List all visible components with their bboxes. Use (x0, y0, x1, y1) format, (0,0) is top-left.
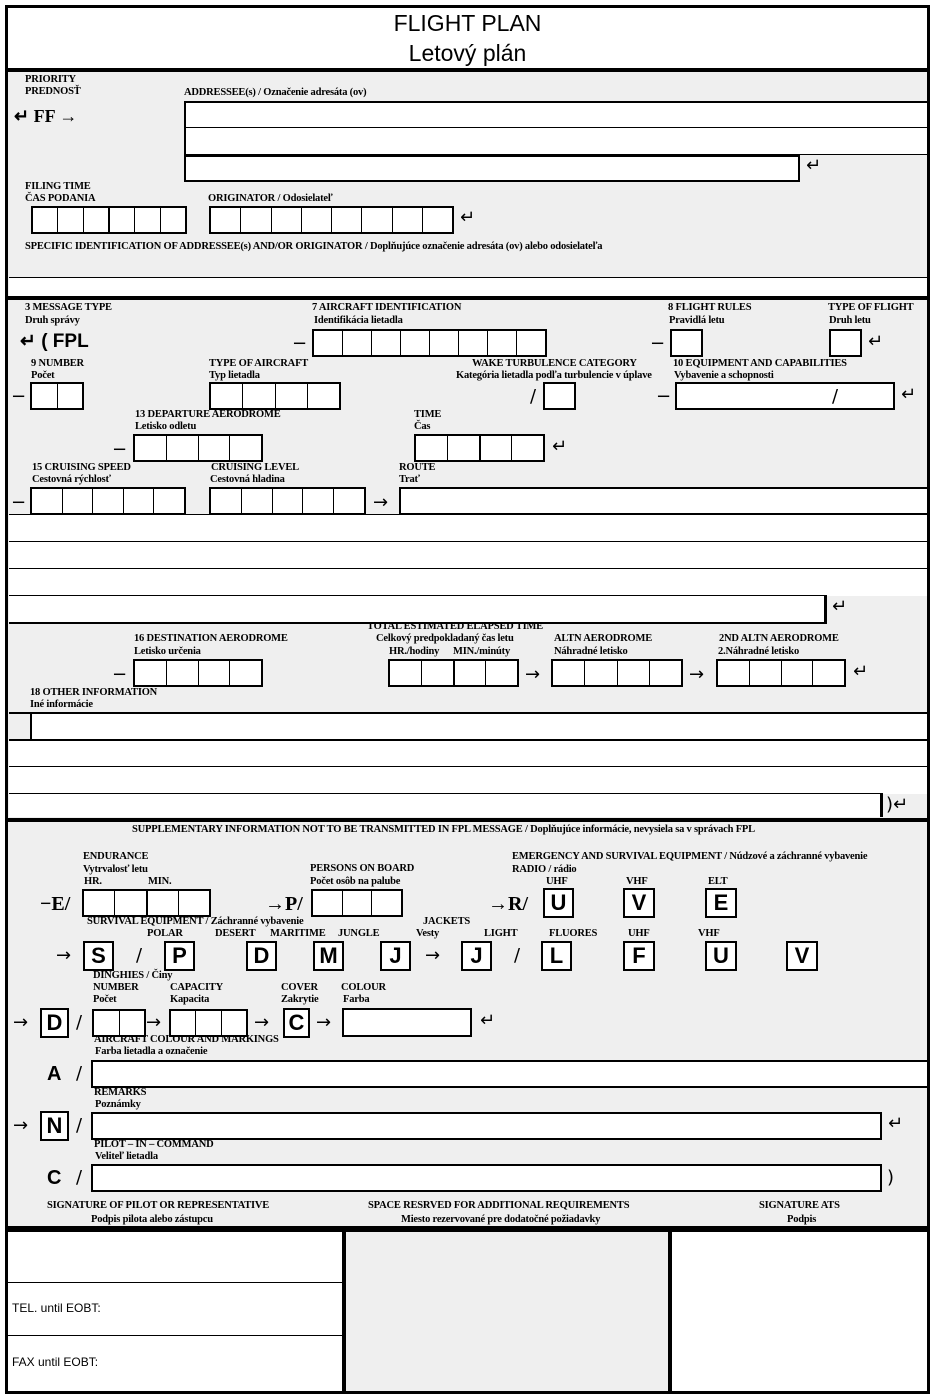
dinghies-capacity-boxes[interactable] (169, 1009, 248, 1037)
flight-rules-label-sk: Pravidlá letu (669, 315, 725, 326)
aircraft-type-boxes[interactable] (209, 382, 341, 410)
pob-prefix: →P/ (265, 893, 303, 915)
departure-label: 13 DEPARTURE AERODROME (135, 409, 281, 420)
uhf2-label: UHF (628, 928, 650, 939)
vhf2-label: VHF (698, 928, 720, 939)
endurance-boxes[interactable] (82, 889, 211, 917)
aircraft-id-boxes[interactable] (312, 329, 547, 357)
other-info-gutter (9, 714, 32, 739)
eet-boxes[interactable] (388, 659, 519, 687)
elt-label: ELT (708, 876, 728, 887)
dash-icon: − (656, 386, 672, 407)
aircraft-colour-prefix: A (47, 1063, 62, 1085)
polar-label: POLAR (147, 928, 183, 939)
other-info-field-4[interactable] (9, 793, 883, 817)
arrow-right-icon: → (254, 1012, 270, 1033)
dinghies-cover-label-sk: Zakrytie (281, 994, 319, 1005)
return-icon: ↵ (853, 661, 869, 682)
altn2-boxes[interactable] (716, 659, 846, 687)
radio-uhf-box[interactable]: U (543, 888, 574, 918)
maritime-label: MARITIME (270, 928, 326, 939)
time-label-sk: Čas (414, 421, 431, 432)
departure-boxes[interactable] (133, 434, 263, 462)
radio-elt-box[interactable]: E (705, 888, 737, 918)
slash-icon: / (136, 945, 143, 966)
altn-boxes[interactable] (551, 659, 683, 687)
dinghies-number-label: NUMBER (93, 982, 139, 993)
speed-boxes[interactable] (30, 487, 186, 515)
dinghies-colour-field[interactable] (342, 1008, 472, 1037)
return-icon: ↵ (901, 384, 917, 405)
return-icon: ↵ (460, 207, 476, 228)
endurance-hr-label: HR. (84, 876, 102, 887)
slash-icon: / (76, 1063, 83, 1084)
wake-box[interactable] (543, 382, 576, 410)
wake-label-sk: Kategória lietadla podľa turbulencie v úplave (456, 370, 652, 381)
time-label: TIME (414, 409, 442, 420)
level-label: CRUISING LEVEL (211, 462, 299, 473)
aircraft-type-label-sk: Typ lietadla (209, 370, 260, 381)
flight-rules-label: 8 FLIGHT RULES (668, 302, 752, 313)
remarks-n-box[interactable]: N (40, 1111, 69, 1141)
level-boxes[interactable] (209, 487, 366, 515)
signature-ats-label-sk: Podpis (787, 1214, 817, 1225)
route-label-sk: Trať (399, 474, 420, 485)
type-of-flight-label-sk: Druh letu (829, 315, 871, 326)
remarks-field[interactable] (91, 1112, 882, 1140)
aircraft-colour-label: AIRCRAFT COLOUR AND MARKINGS (94, 1034, 279, 1045)
endurance-label-sk: Vytrvalosť letu (83, 864, 148, 875)
jackets-box[interactable]: J (461, 941, 492, 971)
survival-maritime-box[interactable]: M (313, 941, 344, 971)
dash-icon: − (112, 439, 128, 460)
equipment-field[interactable] (675, 382, 895, 410)
route-field-5[interactable] (9, 595, 827, 624)
dinghies-colour-label-sk: Farba (343, 994, 370, 1005)
remarks-label-sk: Poznámky (95, 1099, 141, 1110)
departure-label-sk: Letisko odletu (135, 421, 197, 432)
fax-label: FAX until EOBT: (12, 1355, 99, 1369)
return-icon: ↵ (832, 596, 848, 617)
endurance-label: ENDURANCE (83, 851, 149, 862)
aircraft-id-label: 7 AIRCRAFT IDENTIFICATION (312, 302, 462, 313)
survival-desert-box[interactable]: D (246, 941, 277, 971)
return-icon: ↵ (552, 436, 568, 457)
specific-id-field[interactable] (9, 277, 927, 297)
pic-label-sk: Veliteľ lietadla (95, 1151, 158, 1162)
survival-jungle-box[interactable]: J (380, 941, 411, 971)
aircraft-type-label: TYPE OF AIRCRAFT (209, 358, 309, 369)
equipment-label-sk: Vybavenie a schopnosti (674, 370, 774, 381)
arrow-right-icon: → (316, 1012, 332, 1033)
divider (8, 1335, 342, 1336)
eet-min-label: MIN./minúty (453, 646, 511, 657)
filing-time-label-sk: ČAS PODANIA (25, 193, 96, 204)
arrow-right-icon: → (373, 492, 389, 513)
route-field-1[interactable] (399, 487, 927, 515)
aircraft-colour-label-sk: Farba lietadla a označenie (95, 1046, 208, 1057)
dinghies-capacity-label-sk: Kapacita (170, 994, 210, 1005)
aircraft-id-label-sk: Identifikácia lietadla (314, 315, 403, 326)
pob-label: PERSONS ON BOARD (310, 863, 415, 874)
number-label-sk: Počet (31, 370, 55, 381)
divider (8, 1282, 342, 1283)
supplementary-label: SUPPLEMENTARY INFORMATION NOT TO BE TRANSMITTED IN FPL MESSAGE / Doplňujúce informácie, nevysiela sa v správach FPL (132, 824, 755, 835)
form-subtitle: Letový plán (408, 40, 527, 66)
jackets-light-box[interactable]: L (541, 941, 572, 971)
dash-icon: − (11, 492, 27, 513)
priority-label: PRIORITY (25, 74, 76, 85)
jackets-label: JACKETS (423, 916, 471, 927)
addressee-label: ADDRESSEE(s) / Označenie adresáta (ov) (184, 87, 367, 98)
level-label-sk: Cestovná hladina (210, 474, 285, 485)
dinghies-cover-box[interactable]: C (283, 1008, 310, 1038)
originator-label: ORIGINATOR / Odosielateľ (208, 193, 333, 204)
signature-ats-box[interactable] (672, 1232, 927, 1391)
originator-boxes[interactable] (209, 206, 454, 234)
emergency-label: EMERGENCY AND SURVIVAL EQUIPMENT / Núdzové a záchranné vybavenie (512, 851, 868, 862)
message-type-label-sk: Druh správy (25, 315, 80, 326)
return-icon: ↵ (868, 331, 884, 352)
speed-label-sk: Cestovná rýchlosť (32, 474, 111, 485)
endurance-min-label: MIN. (148, 876, 172, 887)
destination-boxes[interactable] (133, 659, 263, 687)
space-reserved-label-sk: Miesto rezervované pre dodatočné požiadavky (401, 1214, 601, 1225)
signature-pilot-label-sk: Podpis pilota alebo zástupcu (91, 1214, 213, 1225)
time-boxes[interactable] (414, 434, 545, 462)
route-field-3[interactable] (9, 541, 927, 569)
dash-icon: − (11, 386, 27, 407)
altn2-label-sk: 2.Náhradné letisko (718, 646, 799, 657)
pic-prefix: C (47, 1167, 62, 1189)
arrow-right-icon: → (689, 664, 705, 685)
pob-boxes[interactable] (311, 889, 403, 917)
light-label: LIGHT (484, 928, 518, 939)
tel-label: TEL. until EOBT: (12, 1301, 101, 1315)
dinghies-cover-label: COVER (281, 982, 318, 993)
pic-label: PILOT – IN – COMMAND (94, 1139, 214, 1150)
type-of-flight-label: TYPE OF FLIGHT (828, 302, 914, 313)
addressee-field-3[interactable] (184, 155, 800, 182)
route-label: ROUTE (399, 462, 436, 473)
altn-label: ALTN AERODROME (554, 633, 653, 644)
altn-label-sk: Náhradné letisko (554, 646, 628, 657)
jackets-vhf-box[interactable]: V (786, 941, 818, 971)
addressee-field-1[interactable] (184, 101, 927, 128)
filing-time-label: FILING TIME (25, 181, 91, 192)
slash-icon: / (76, 1115, 83, 1136)
specific-id-label: SPECIFIC IDENTIFICATION OF ADDRESSEE(s) AND/OR ORIGINATOR / Doplňujúce označenie adresáta (ov) alebo odosielateľa (25, 241, 603, 252)
flight-rules-box[interactable] (670, 329, 703, 357)
pob-label-sk: Počet osôb na palube (310, 876, 401, 887)
destination-label: 16 DESTINATION AERODROME (134, 633, 288, 644)
destination-label-sk: Letisko určenia (134, 646, 201, 657)
space-reserved-box[interactable] (346, 1232, 672, 1391)
arrow-right-icon: → (425, 945, 441, 966)
dinghies-d-box[interactable]: D (40, 1008, 69, 1038)
survival-polar-box[interactable]: P (164, 941, 195, 971)
arrow-right-icon: → (13, 1115, 29, 1136)
return-icon: )↵ (886, 794, 909, 815)
dinghies-number-boxes[interactable] (92, 1009, 146, 1037)
radio-label: RADIO / rádio (512, 864, 577, 875)
jackets-label-sk: Vesty (416, 928, 440, 939)
pic-field[interactable] (91, 1164, 882, 1192)
eet-label: TOTAL ESTIMATED ELAPSED TIME (367, 621, 543, 632)
dash-icon: − (650, 333, 666, 354)
dinghies-colour-label: COLOUR (341, 982, 386, 993)
signature-pilot-label: SIGNATURE OF PILOT OR REPRESENTATIVE (47, 1200, 270, 1211)
route-field-2[interactable] (9, 514, 927, 542)
dash-icon: − (112, 664, 128, 685)
return-icon: ↵ (888, 1113, 904, 1134)
arrow-right-icon: → (56, 945, 72, 966)
signature-ats-label: SIGNATURE ATS (759, 1200, 840, 1211)
route-field-4[interactable] (9, 568, 927, 596)
equipment-label: 10 EQUIPMENT AND CAPABILITIES (673, 358, 847, 369)
wake-label: WAKE TURBULENCE CATEGORY (472, 358, 637, 369)
arrow-right-icon: → (146, 1012, 162, 1033)
return-icon: ↵ (480, 1010, 496, 1031)
jackets-fluores-box[interactable]: F (623, 941, 655, 971)
remarks-label: REMARKS (94, 1087, 147, 1098)
dash-icon: − (292, 333, 308, 354)
slash-icon: / (530, 386, 537, 407)
number-label: 9 NUMBER (31, 358, 84, 369)
slash-icon: / (514, 945, 521, 966)
slash-icon: / (76, 1012, 83, 1033)
radio-vhf-box[interactable]: V (623, 888, 655, 918)
eet-label-sk: Celkový predpokladaný čas letu (376, 633, 514, 644)
slash-icon: / (76, 1167, 83, 1188)
type-of-flight-box[interactable] (829, 329, 862, 357)
other-info-field-3[interactable] (9, 766, 927, 794)
fluores-label: FLUORES (549, 928, 598, 939)
endurance-prefix: −E/ (40, 893, 71, 915)
other-info-field-1[interactable] (9, 712, 927, 740)
priority-ff: ↵ FF → (14, 106, 78, 126)
return-icon: ↵ (806, 155, 822, 176)
jungle-label: JUNGLE (338, 928, 380, 939)
number-boxes[interactable] (30, 382, 84, 410)
filing-time-boxes[interactable] (31, 206, 187, 234)
survival-s-box[interactable]: S (83, 941, 114, 971)
arrow-right-icon: → (525, 664, 541, 685)
form-title: FLIGHT PLAN (393, 10, 542, 36)
dinghies-capacity-label: CAPACITY (170, 982, 224, 993)
message-type-fpl: ↵ ( FPL (20, 331, 89, 352)
vhf-label: VHF (626, 876, 648, 887)
close-paren-icon: ) (887, 1167, 895, 1188)
arrow-right-icon: → (13, 1012, 29, 1033)
other-info-label-sk: Iné informácie (30, 699, 93, 710)
altn2-label: 2ND ALTN AERODROME (719, 633, 839, 644)
dinghies-number-label-sk: Počet (93, 994, 117, 1005)
radio-prefix: →R/ (488, 893, 528, 915)
aircraft-colour-field[interactable] (91, 1060, 927, 1088)
speed-label: 15 CRUISING SPEED (32, 462, 131, 473)
dinghies-label: DINGHIES / Činy (93, 970, 173, 981)
message-type-label: 3 MESSAGE TYPE (25, 302, 112, 313)
survival-label: SURVIVAL EQUIPMENT / Záchranné vybavenie (87, 916, 304, 927)
other-info-field-2[interactable] (9, 740, 927, 767)
space-reserved-label: SPACE RESRVED FOR ADDITIONAL REQUIREMENTS (368, 1200, 630, 1211)
uhf-label: UHF (546, 876, 568, 887)
other-info-label: 18 OTHER INFORMATION (30, 687, 158, 698)
priority-label-sk: PREDNOSŤ (25, 86, 81, 97)
desert-label: DESERT (215, 928, 256, 939)
slash-icon: / (832, 386, 839, 407)
addressee-field-2[interactable] (184, 128, 927, 155)
jackets-uhf-box[interactable]: U (705, 941, 737, 971)
eet-hr-label: HR./hodiny (389, 646, 440, 657)
